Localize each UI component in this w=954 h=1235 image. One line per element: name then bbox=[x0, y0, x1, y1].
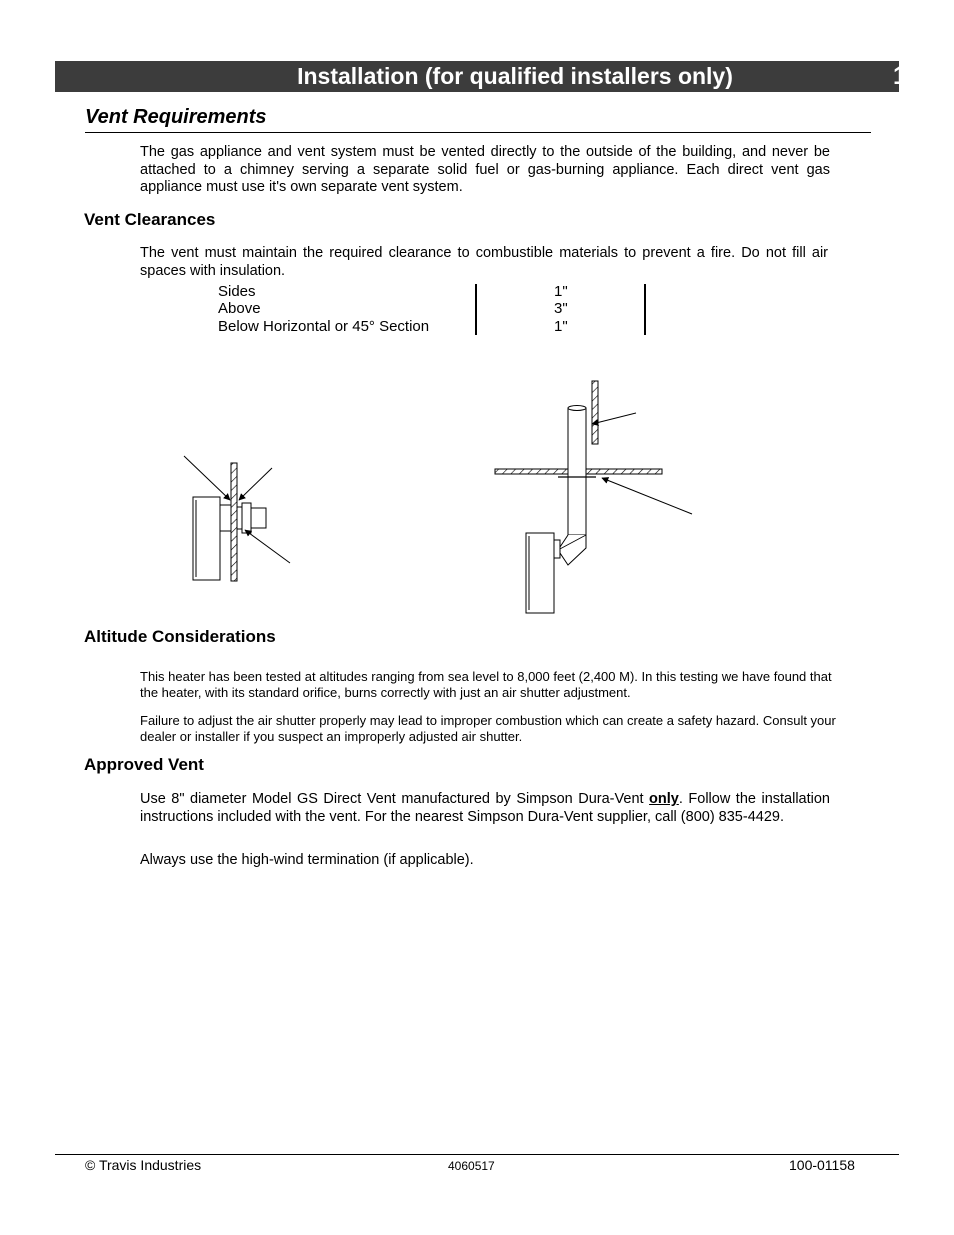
clearance-value: 1" bbox=[554, 318, 568, 335]
heading-altitude-considerations: Altitude Considerations bbox=[84, 627, 276, 646]
table-divider bbox=[644, 284, 646, 335]
clearance-table bbox=[218, 283, 658, 337]
heading-vent-clearances: Vent Clearances bbox=[84, 210, 216, 229]
header-bar bbox=[55, 61, 921, 92]
section-title-vent-requirements: Vent Requirements bbox=[85, 106, 267, 128]
heading-approved-vent: Approved Vent bbox=[84, 755, 204, 774]
section-divider bbox=[85, 132, 871, 133]
page-title: Installation (for qualified installers only) bbox=[297, 63, 733, 89]
approved-vent-text-part: . Follow the installation instructions included with the vent. For the nearest Simpson Dura-Vent supplier, call (800) 835-4429. bbox=[140, 791, 830, 825]
clearance-label: Above bbox=[218, 300, 261, 317]
footer-divider bbox=[55, 1154, 899, 1155]
page-number: 15 bbox=[893, 62, 921, 90]
approved-vent-text-2: Always use the high-wind termination (if applicable). bbox=[140, 852, 474, 868]
vent-requirements-text: The gas appliance and vent system must be vented directly to the outside of the building, and never be attached to a chimney serving a separate solid fuel or gas-burning appliance. Each direct vent gas appliance must use it's own separate vent system. bbox=[140, 144, 830, 195]
table-divider bbox=[475, 284, 477, 335]
clearance-value: 3" bbox=[554, 300, 568, 317]
emphasis-only: only bbox=[649, 791, 679, 807]
footer-document-number: 4060517 bbox=[448, 1159, 495, 1173]
altitude-text-2: Failure to adjust the air shutter properly may lead to improper combustion which can create a safety hazard. Consult your dealer or installer if you suspect an improperly adjusted air shutter. bbox=[140, 713, 836, 744]
clearance-label: Below Horizontal or 45° Section bbox=[218, 318, 430, 335]
approved-vent-text-1 bbox=[140, 790, 830, 826]
footer-copyright: © Travis Industries bbox=[85, 1157, 202, 1173]
approved-vent-text-part: Use 8" diameter Model GS Direct Vent manufactured by Simpson Dura-Vent bbox=[140, 791, 650, 807]
vent-clearances-text: The vent must maintain the required clearance to combustible materials to prevent a fire. Do not fill air spaces with insulation. bbox=[140, 245, 828, 279]
footer-part-number: 100-01158 bbox=[789, 1157, 855, 1173]
altitude-text-1: This heater has been tested at altitudes ranging from sea level to 8,000 feet (2,400 M). In this testing we have found that the heater, with its standard orifice, burns correctly with just an air shutter adjustment. bbox=[140, 669, 832, 700]
horizontal-vent-diagram bbox=[184, 456, 290, 581]
clearance-value: 1" bbox=[554, 283, 568, 300]
vertical-vent-diagram bbox=[495, 381, 692, 613]
clearance-label: Sides bbox=[218, 283, 256, 300]
vent-clearance-diagram bbox=[0, 370, 954, 620]
